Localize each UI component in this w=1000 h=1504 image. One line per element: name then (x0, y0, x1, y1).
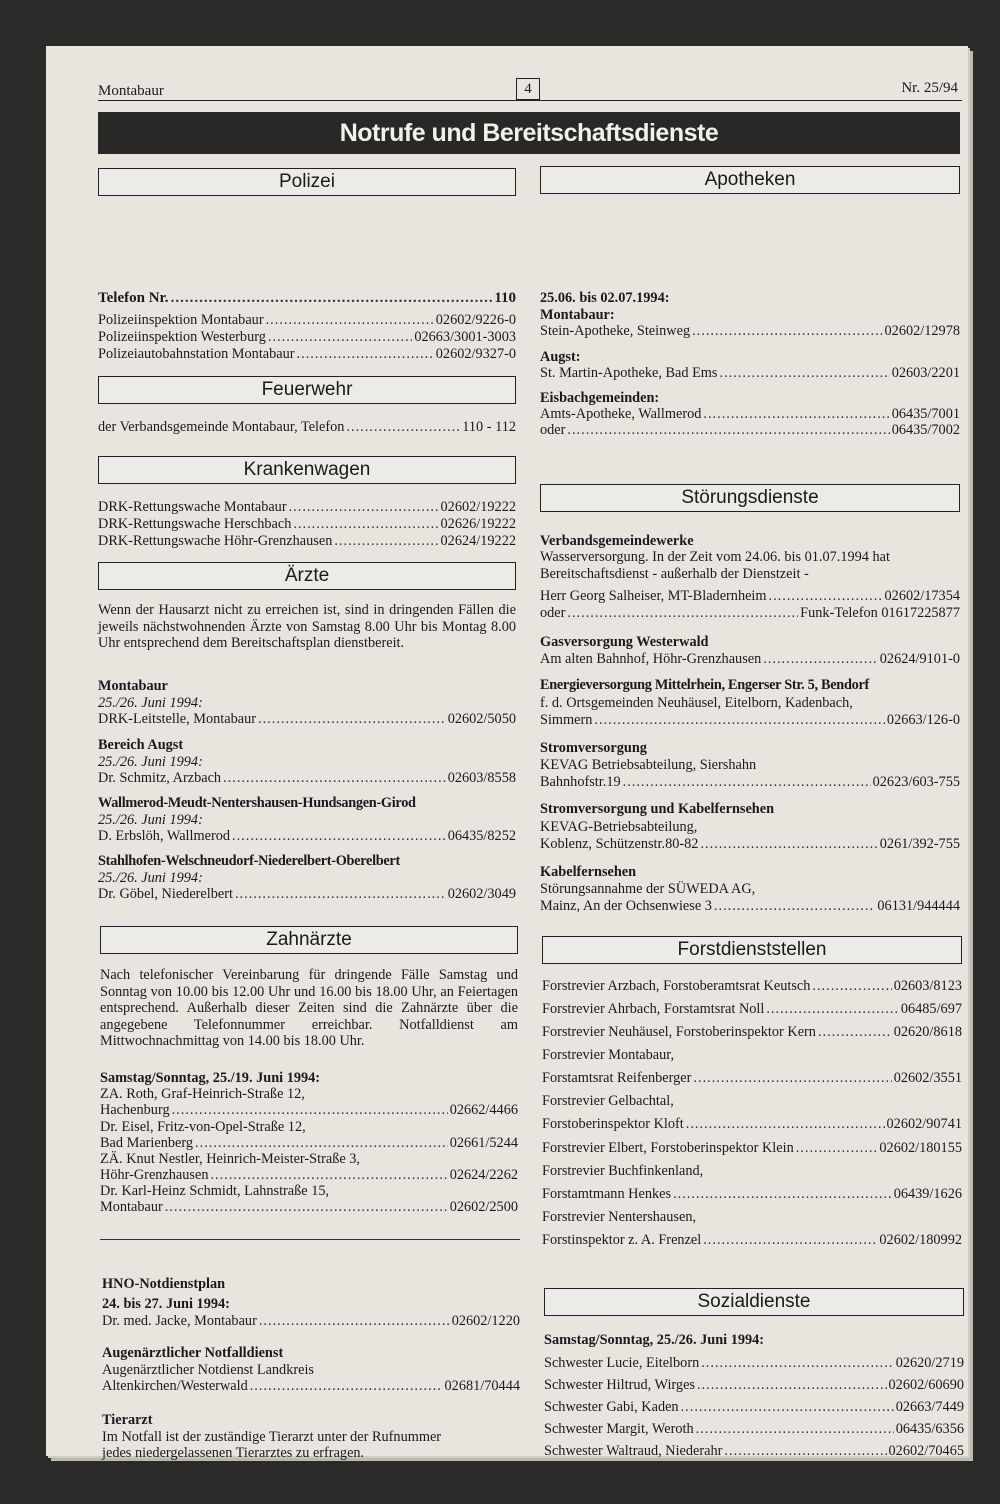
entry-label: Mainz, An der Ochsenwiese 3 (540, 898, 712, 914)
apotheken-date: 25.06. bis 02.07.1994: (540, 290, 670, 306)
entry-value: 02624/9101-0 (879, 651, 960, 667)
entry-value: 02603/8558 (447, 770, 516, 786)
entry-label: Schwester Lucie, Eitelborn (544, 1355, 700, 1371)
entry-value: 02626/19222 (440, 516, 516, 532)
stoerung-entry (540, 898, 960, 915)
stoerung-line: KEVAG-Betriebsabteilung, (540, 819, 698, 835)
entry-label: Polizeiautobahnstation Montabaur (98, 346, 295, 362)
entry-label: Polizeiinspektion Montabaur (98, 312, 264, 328)
divider (100, 1239, 520, 1240)
entry-value: 06435/8252 (447, 828, 516, 844)
section-zahnaerzte: Zahnärzte (100, 926, 518, 954)
entry-label: Forstrevier Elbert, Forstoberinspektor Klein (542, 1140, 794, 1156)
issue-number: Nr. 25/94 (901, 80, 958, 96)
apotheken-group-title: Montabaur: (540, 307, 615, 323)
stoerung-entry (540, 651, 960, 668)
aerzte-group-date: 25./26. Juni 1994: (98, 870, 203, 886)
entry-value: 02602/3049 (447, 886, 516, 902)
zahnarzt-entry (100, 1167, 518, 1184)
entry-value: 02602/19222 (440, 499, 516, 515)
entry-label: Schwester Waltraud, Niederahr (544, 1443, 723, 1459)
sozial-date: Samstag/Sonntag, 25./26. Juni 1994: (544, 1332, 765, 1348)
section-aerzte: Ärzte (98, 562, 516, 590)
entry-value: 02620/8618 (893, 1024, 962, 1040)
aerzte-group-title: Wallmerod-Meudt-Nentershausen-Hundsangen-Girod (98, 795, 416, 811)
entry-label: oder (540, 422, 566, 438)
entry-label: DRK-Rettungswache Herschbach (98, 516, 292, 532)
feuerwehr-entry (98, 419, 516, 436)
entry-label: Bad Marienberg (100, 1135, 194, 1151)
header-town: Montabaur (98, 83, 164, 99)
entry-value: 06435/6356 (895, 1421, 964, 1437)
stoerung-title: Energieversorgung Mittelrhein, Engerser Str. 5, Bendorf (540, 677, 869, 693)
section-polizei: Polizei (98, 168, 516, 196)
stoerung-title: Stromversorgung (540, 740, 647, 756)
page-banner: Notrufe und Bereitschaftsdienste (98, 112, 960, 154)
entry-label: Altenkirchen/Westerwald (102, 1378, 248, 1394)
page-number: 4 (516, 78, 540, 100)
stoerung-entry (540, 836, 960, 853)
entry-value: 02602/1220 (451, 1313, 520, 1329)
entry-value: 02661/5244 (449, 1135, 518, 1151)
entry-label: Forstrevier Arzbach, Forstoberamtsrat Keutsch (542, 978, 811, 994)
stoerung-entry (540, 712, 960, 729)
entry-value: 02602/3551 (893, 1070, 962, 1086)
aerzte-group-title: Bereich Augst (98, 737, 184, 753)
zahnarzt-entry (100, 1102, 518, 1119)
entry-label: Montabaur (100, 1199, 163, 1215)
sozial-entry (544, 1377, 964, 1394)
apotheken-entry (540, 323, 960, 340)
entry-label: Polizeiinspektion Westerburg (98, 329, 266, 345)
entry-label: Stein-Apotheke, Steinweg (540, 323, 691, 339)
entry-label: Forstamtsrat Reifenberger (542, 1070, 692, 1086)
stoerung-title: Stromversorgung und Kabelfernsehen (540, 801, 775, 817)
krankenwagen-entry (98, 499, 516, 516)
entry-label: Am alten Bahnhof, Höhr-Grenzhausen (540, 651, 762, 667)
aerzte-intro: Wenn der Hausarzt nicht zu erreichen ist, sind in dringenden Fällen die jeweils nächstwohnenden Ärzte von Samstag 8.00 Uhr bis Montag 8.00 Uhr entsprechend dem Bereitschaftsplan dienstbereit. (98, 602, 516, 651)
zahnarzt-name: ZA. Roth, Graf-Heinrich-Straße 12, (100, 1086, 305, 1102)
sozial-entry (544, 1443, 964, 1460)
polizei-telefon (98, 290, 516, 307)
entry-value: 02624/19222 (440, 533, 516, 549)
section-stoerungsdienste: Störungsdienste (540, 484, 960, 512)
entry-label: der Verbandsgemeinde Montabaur, Telefon (98, 419, 345, 435)
augen-title: Augenärztlicher Notfalldienst (102, 1345, 284, 1361)
aerzte-entry (98, 828, 516, 845)
entry-label: Forstrevier Ahrbach, Forstamtsrat Noll (542, 1001, 765, 1017)
stoerung-entry (540, 774, 960, 791)
entry-label: Amts-Apotheke, Wallmerod (540, 406, 702, 422)
apotheken-group-title: Eisbachgemeinden: (540, 390, 660, 406)
entry-value: Funk-Telefon 01617225877 (800, 605, 960, 621)
aerzte-group-date: 25./26. Juni 1994: (98, 754, 203, 770)
entry-label: Telefon Nr. (98, 290, 169, 306)
entry-value: 02603/2201 (891, 365, 960, 381)
section-krankenwagen: Krankenwagen (98, 456, 516, 484)
aerzte-entry (98, 770, 516, 787)
entry-label: Simmern (540, 712, 593, 728)
entry-value: 110 (494, 290, 516, 306)
entry-value: 02603/8123 (893, 978, 962, 994)
section-sozialdienste: Sozialdienste (544, 1288, 964, 1316)
zahnarzt-name: ZÄ. Knut Nestler, Heinrich-Meister-Straße 3, (100, 1151, 360, 1167)
entry-value: 02602/12978 (884, 323, 960, 339)
forst-revier: Forstrevier Gelbachtal, (542, 1093, 674, 1109)
section-feuerwehr: Feuerwehr (98, 376, 516, 404)
entry-value: 02663/126-0 (886, 712, 960, 728)
apotheken-entry (540, 365, 960, 382)
entry-value: 02602/90741 (886, 1116, 962, 1132)
forst-entry (542, 1116, 962, 1133)
hno-date: 24. bis 27. Juni 1994: (102, 1296, 230, 1312)
augen-entry (102, 1378, 520, 1395)
entry-label: Hachenburg (100, 1102, 170, 1118)
section-forstdienststellen: Forstdienststellen (542, 936, 962, 964)
entry-value: 0261/392-755 (879, 836, 960, 852)
forst-entry (542, 1001, 962, 1018)
forst-revier: Forstrevier Buchfinkenland, (542, 1163, 704, 1179)
entry-value: 02602/70465 (888, 1443, 964, 1459)
entry-value: 02602/180992 (879, 1232, 962, 1248)
polizei-entry (98, 329, 516, 346)
entry-label: Forstrevier Neuhäusel, Forstoberinspektor Kern (542, 1024, 816, 1040)
forst-entry (542, 978, 962, 995)
hno-title: HNO-Notdienstplan (102, 1276, 226, 1292)
forst-entry (542, 1070, 962, 1087)
zahnarzt-entry (100, 1199, 518, 1216)
entry-label: Schwester Hiltrud, Wirges (544, 1377, 695, 1393)
tierarzt-title: Tierarzt (102, 1412, 153, 1428)
entry-value: 110 - 112 (462, 419, 516, 435)
entry-value: 02602/9226-0 (435, 312, 516, 328)
entry-label: D. Erbslöh, Wallmerod (98, 828, 231, 844)
entry-label: Forstoberinspektor Kloft (542, 1116, 684, 1132)
entry-value: 06439/1626 (893, 1186, 962, 1202)
krankenwagen-entry (98, 516, 516, 533)
entry-value: 02602/180155 (879, 1140, 962, 1156)
entry-label: DRK-Leitstelle, Montabaur (98, 711, 257, 727)
entry-label: Forstinspektor z. A. Frenzel (542, 1232, 702, 1248)
entry-label: Höhr-Grenzhausen (100, 1167, 209, 1183)
entry-label: Schwester Gabi, Kaden (544, 1399, 679, 1415)
hno-entry (102, 1313, 520, 1330)
stoerung-line: KEVAG Betriebsabteilung, Siershahn (540, 757, 757, 773)
entry-value: 02620/2719 (895, 1355, 964, 1371)
entry-label: Forstamtmann Henkes (542, 1186, 672, 1202)
aerzte-group-title: Stahlhofen-Welschneudorf-Niederelbert-Oberelbert (98, 853, 400, 869)
zahnaerzte-intro: Nach telefonischer Vereinbarung für dringende Fälle Samstag und Sonntag von 10.00 bis 12.00 Uhr und 16.00 bis 18.00 Uhr, an Feiertagen entsprechend. Außerhalb dieser Zeiten sind die Zahnärzte über die angegebene Telefonnummer erreichbar. Notfalldienst am Mittwochnachmittag von 14.00 bis 18.00 Uhr. (100, 967, 518, 1049)
entry-value: 02663/7449 (895, 1399, 964, 1415)
tierarzt-line: jedes niedergelassenen Tierarztes zu erfragen. (102, 1445, 365, 1461)
section-apotheken: Apotheken (540, 166, 960, 194)
apotheken-group-title: Augst: (540, 349, 581, 365)
stoerung-title: Verbandsgemeindewerke (540, 533, 694, 549)
entry-value: 06131/944444 (877, 898, 960, 914)
aerzte-group-title: Montabaur (98, 678, 168, 694)
entry-label: Schwester Margit, Weroth (544, 1421, 694, 1437)
tierarzt-line: Im Notfall ist der zuständige Tierarzt unter der Rufnummer (102, 1429, 442, 1445)
zahnarzt-name: Dr. Eisel, Fritz-von-Opel-Straße 12, (100, 1119, 306, 1135)
polizei-entry (98, 312, 516, 329)
entry-value: 02681/70444 (444, 1378, 520, 1394)
entry-value: 02602/60690 (888, 1377, 964, 1393)
entry-label: DRK-Rettungswache Montabaur (98, 499, 287, 515)
entry-value: 06485/697 (900, 1001, 962, 1017)
augen-line: Augenärztlicher Notdienst Landkreis (102, 1362, 314, 1378)
aerzte-group-date: 25./26. Juni 1994: (98, 812, 203, 828)
entry-label: Koblenz, Schützenstr.80-82 (540, 836, 699, 852)
forst-entry (542, 1024, 962, 1041)
forst-entry (542, 1232, 962, 1249)
entry-value: 06435/7002 (891, 422, 960, 438)
zahnarzt-name: Dr. Karl-Heinz Schmidt, Lahnstraße 15, (100, 1183, 330, 1199)
aerzte-group-date: 25./26. Juni 1994: (98, 695, 203, 711)
krankenwagen-entry (98, 533, 516, 550)
apotheken-entry (540, 422, 960, 439)
entry-value: 06435/7001 (891, 406, 960, 422)
page-header (98, 78, 962, 101)
entry-label: Bahnhofstr.19 (540, 774, 621, 790)
entry-value: 02623/603-755 (872, 774, 960, 790)
stoerung-line: Bereitschaftsdienst - außerhalb der Dienstzeit - (540, 566, 809, 582)
entry-value: 02602/5050 (447, 711, 516, 727)
entry-value: 02662/4466 (449, 1102, 518, 1118)
entry-value: 02624/2262 (449, 1167, 518, 1183)
sozial-entry (544, 1399, 964, 1416)
forst-entry (542, 1186, 962, 1203)
entry-label: St. Martin-Apotheke, Bad Ems (540, 365, 718, 381)
entry-label: Dr. Göbel, Niederelbert (98, 886, 233, 902)
forst-revier: Forstrevier Montabaur, (542, 1047, 675, 1063)
zahnarzt-entry (100, 1135, 518, 1152)
stoerung-line: f. d. Ortsgemeinden Neuhäusel, Eitelborn, Kadenbach, (540, 695, 853, 711)
apotheken-entry (540, 406, 960, 423)
entry-value: 02663/3001-3003 (414, 329, 516, 345)
entry-value: 02602/9327-0 (435, 346, 516, 362)
entry-label: Dr. Schmitz, Arzbach (98, 770, 222, 786)
entry-label: Dr. med. Jacke, Montabaur (102, 1313, 257, 1329)
forst-entry (542, 1140, 962, 1157)
zahnaerzte-date: Samstag/Sonntag, 25./19. Juni 1994: (100, 1070, 321, 1086)
stoerung-entry (540, 605, 960, 622)
entry-label: oder (540, 605, 566, 621)
stoerung-title: Gasversorgung Westerwald (540, 634, 709, 650)
entry-label: DRK-Rettungswache Höhr-Grenzhausen (98, 533, 333, 549)
entry-value: 02602/17354 (884, 588, 960, 604)
entry-value: 02602/2500 (449, 1199, 518, 1215)
sozial-entry (544, 1355, 964, 1372)
entry-label: Herr Georg Salheiser, MT-Bladernheim (540, 588, 767, 604)
stoerung-line: Störungsannahme der SÜWEDA AG, (540, 881, 756, 897)
sozial-entry (544, 1421, 964, 1438)
stoerung-title: Kabelfernsehen (540, 864, 637, 880)
forst-revier: Forstrevier Nentershausen, (542, 1209, 697, 1225)
stoerung-line: Wasserversorgung. In der Zeit vom 24.06. bis 01.07.1994 hat (540, 549, 890, 565)
stoerung-entry (540, 588, 960, 605)
polizei-entry (98, 346, 516, 363)
aerzte-entry (98, 711, 516, 728)
aerzte-entry (98, 886, 516, 903)
